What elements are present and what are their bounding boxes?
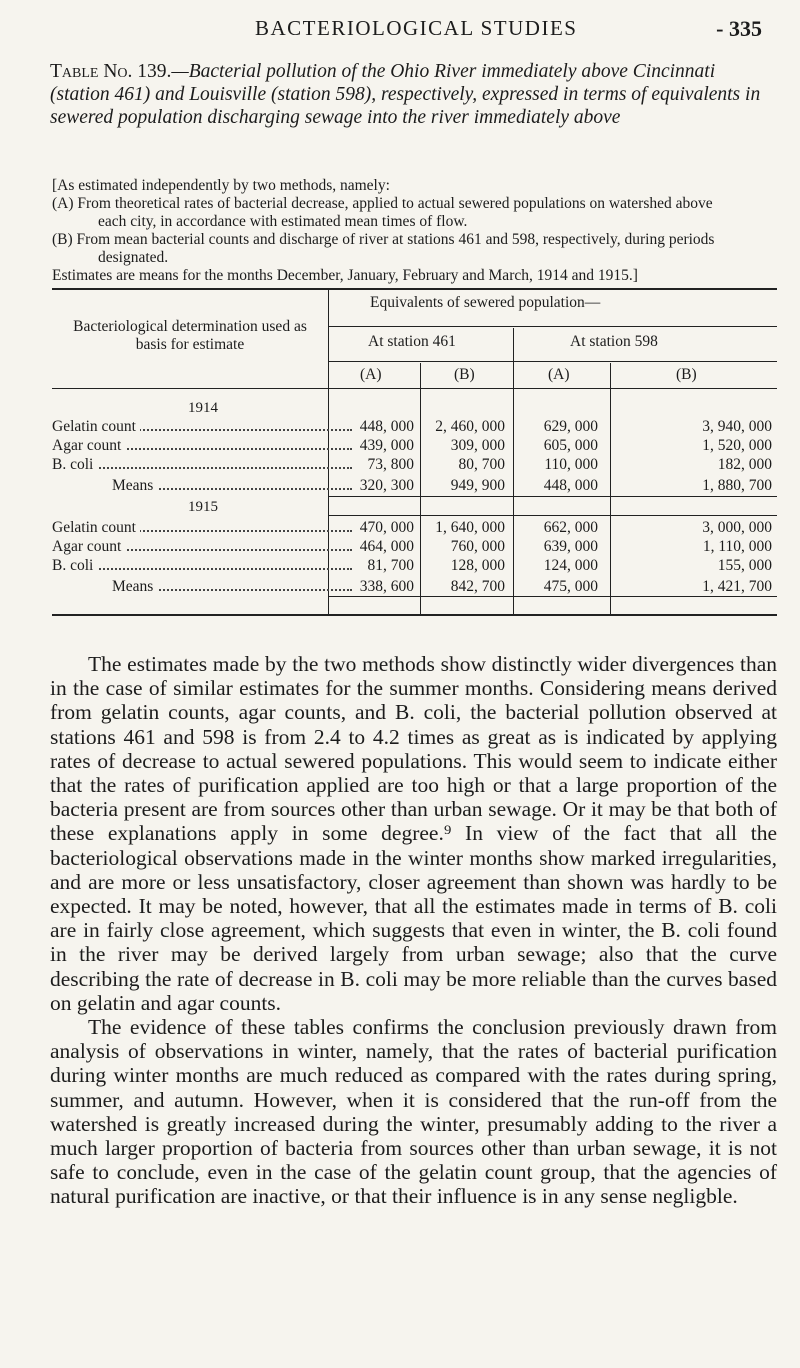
table-caption: [50, 60, 770, 129]
note-line: designated.: [98, 249, 169, 266]
table-cell: 128, 000: [450, 557, 505, 574]
paragraph: The evidence of these tables confirms the conclusion previously drawn from analysis of observations in winter, namely, that the rates of bacterial purification during winter months are much reduced as compared with the rates during spring, summer, and autumn. However, when it is considered that the run-off from the watershed is greatly increased during the winter, presumably adding to the river a much larger proportion of bacteria from sources other than urban sewage, it is not safe to conclude, even in the case of the gelatin count group, that the agencies of natural purification are inactive, or that their influence is in any sense negligble.: [50, 1015, 777, 1209]
table-cell: 662, 000: [543, 519, 598, 536]
column-group-header: Equivalents of sewered population—: [370, 294, 601, 311]
table-cell: 1, 640, 000: [435, 519, 505, 536]
table-title: —Bacterial pollution of the Ohio River immediately above Cincinnati (station 461) and Louisville (station 598), respectively, expressed in terms of equivalents in sewered population discharging sewage into the river immediately above: [50, 61, 761, 128]
means-rule: [328, 515, 777, 516]
header-rule: [328, 326, 777, 327]
table-cell: 338, 600: [359, 578, 414, 595]
paragraph: The estimates made by the two methods show distinctly wider divergences than in the case of similar estimates for the summer months. Considering means derived from gelatin counts, agar counts, and B. coli, the bacterial pollution observed at stations 461 and 598 is from 2.4 to 4.2 times as great as is indicated by applying rates of decrease to actual sewered populations. This would seem to indicate either that the rates of purification applied are too high or that a large proportion of the bacteria present are from sources other than urban sewage. Or it may be that both of these explanations apply in some degree.⁹ In view of the fact that all the bacteriological observations made in the winter months show marked irregularities, and are more or less unsatisfactory, closer agreement than shown was hardly to be expected. It may be noted, however, that all the estimates made in terms of B. coli are in fairly close agreement, which suggests that even in winter, the B. coli found in the river may be derived largely from urban sewage; also that the curve describing the rate of decrease in B. coli may be more reliable than the curves based on gelatin and agar counts.: [50, 652, 777, 1015]
table-cell: 81, 700: [367, 557, 414, 574]
table-cell: 464, 000: [359, 538, 414, 555]
page-header: [0, 16, 800, 46]
table-cell: 1, 421, 700: [702, 578, 772, 595]
table-cell: 475, 000: [543, 578, 598, 595]
table-cell: 470, 000: [359, 519, 414, 536]
row-label: Means: [52, 578, 352, 596]
table-cell: 309, 000: [450, 437, 505, 454]
column-header: (B): [454, 366, 475, 383]
table-cell: 439, 000: [359, 437, 414, 454]
table-cell: 73, 800: [367, 456, 414, 473]
note-line: [As estimated independently by two methods, namely:: [52, 177, 390, 194]
row-label: Gelatin count: [52, 519, 352, 537]
table-cell: 3, 000, 000: [702, 519, 772, 536]
table-cell: 1, 880, 700: [702, 477, 772, 494]
table-top-rule: [52, 288, 777, 290]
note-line: (B) From mean bacterial counts and discharge of river at stations 461 and 598, respectively, during periods: [52, 231, 715, 248]
page-number: - 335: [716, 16, 762, 41]
row-label: B. coli: [52, 557, 352, 575]
row-label: Agar count: [52, 538, 352, 556]
station-header: At station 461: [368, 333, 456, 350]
column-header: (A): [548, 366, 570, 383]
note-line: each city, in accordance with estimated mean times of flow.: [98, 213, 468, 230]
table-cell: 842, 700: [450, 578, 505, 595]
table-cell: 1, 110, 000: [702, 538, 772, 555]
table-cell: 629, 000: [543, 418, 598, 435]
table-cell: 1, 520, 000: [702, 437, 772, 454]
header-rule: [328, 361, 777, 362]
table-cell: 80, 700: [458, 456, 505, 473]
table-bottom-rule: [52, 614, 777, 616]
table-cell: 605, 000: [543, 437, 598, 454]
table-cell: 124, 000: [543, 557, 598, 574]
column-header: (B): [676, 366, 697, 383]
table-divider: [610, 363, 611, 614]
header-rule: [52, 388, 777, 389]
table-cell: 2, 460, 000: [435, 418, 505, 435]
column-header: (A): [360, 366, 382, 383]
body-text: [50, 652, 777, 1209]
table-cell: 182, 000: [717, 456, 772, 473]
row-label: B. coli: [52, 456, 352, 474]
table-cell: 448, 000: [359, 418, 414, 435]
row-label: Gelatin count: [52, 418, 352, 436]
table-cell: 110, 000: [544, 456, 598, 473]
station-header: At station 598: [570, 333, 658, 350]
stub-header: Bacteriological determination used as basis for estimate: [73, 318, 307, 353]
table-cell: 448, 000: [543, 477, 598, 494]
table-cell: 639, 000: [543, 538, 598, 555]
table-cell: 320, 300: [359, 477, 414, 494]
year-label: 1915: [188, 499, 218, 515]
table-number: Table No. 139.: [50, 61, 172, 82]
row-label: Agar count: [52, 437, 352, 455]
year-label: 1914: [188, 400, 218, 416]
note-line: Estimates are means for the months December, January, February and March, 1914 and 1915.]: [52, 267, 638, 284]
row-label: Means: [52, 477, 352, 495]
means-rule: [328, 596, 777, 597]
means-rule: [328, 496, 777, 497]
running-head: BACTERIOLOGICAL STUDIES: [255, 16, 578, 40]
table-cell: 155, 000: [717, 557, 772, 574]
table-cell: 760, 000: [450, 538, 505, 555]
table-cell: 3, 940, 000: [702, 418, 772, 435]
table-cell: 949, 900: [450, 477, 505, 494]
table-notes: [52, 177, 777, 285]
note-line: (A) From theoretical rates of bacterial decrease, applied to actual sewered populations on watershed above: [52, 195, 713, 212]
